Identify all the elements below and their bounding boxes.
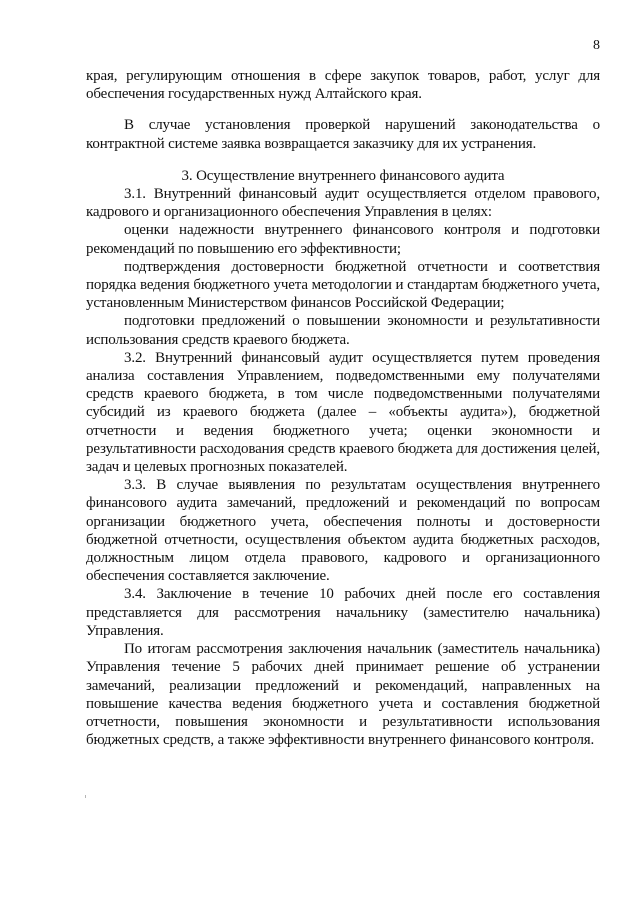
page-number: 8 (593, 38, 600, 53)
goal-item-2: подтверждения достоверности бюджетной отчетности и соответствия порядка ведения бюджетного учета методологии и стандартам бюджетного учета, установленным Министерством финансов Российской Федерации; (86, 258, 600, 312)
clause-3-2: 3.2. Внутренний финансовый аудит осуществляется путем проведения анализа составления Управлением, подведомственными ему получателями средств краевого бюджета, в том числе подведомственными получателями субсидий из краевого бюджета (далее – «объекты аудита»), бюджетной отчетности и ведения бюджетного учета; оценки экономности и результативности расходования средств краевого бюджета для достижения целей, задач и целевых прогнозных показателей. (86, 349, 600, 476)
intro-paragraph-continuation: края, регулирующим отношения в сфере закупок товаров, работ, услуг для обеспечения государственных нужд Алтайского края. (86, 68, 600, 103)
goal-item-3: подготовки предложений о повышении экономности и результативности использования средств краевого бюджета. (86, 313, 600, 348)
document-body (86, 67, 600, 749)
scan-artifact (85, 795, 86, 798)
clause-3-4: 3.4. Заключение в течение 10 рабочих дней после его составления представляется для рассмотрения начальнику (заместителю начальника) Управления. (86, 586, 600, 639)
clause-3-4-followup: По итогам рассмотрения заключения начальник (заместитель начальника) Управления течение 5 рабочих дней принимает решение об устранении замечаний, реализации предложений и рекомендаций, направленных на повышение качества ведения бюджетного учета и составления бюджетной отчетности, повышения экономности и результативности использования бюджетных средств, а также эффективности внутреннего финансового контроля. (86, 641, 600, 749)
section-heading: 3. Осуществление внутреннего финансового аудита (181, 167, 505, 184)
goal-item-1: оценки надежности внутреннего финансового контроля и подготовки рекомендаций по повышению его эффективности; (86, 222, 600, 257)
intro-paragraph-violation: В случае установления проверкой нарушений законодательства о контрактной системе заявка возвращается заказчику для их устранения. (86, 117, 600, 152)
clause-3-1: 3.1. Внутренний финансовый аудит осуществляется отделом правового, кадрового и организационного обеспечения Управления в целях: (86, 186, 600, 221)
clause-3-3: 3.3. В случае выявления по результатам осуществления внутреннего финансового аудита замечаний, предложений и рекомендаций по вопросам организации бюджетного учета, обеспечения полноты и достоверности бюджетной отчетности, осуществления объектом аудита бюджетных расходов, должностным лицом отдела правового, кадрового и организационного обеспечения составляется заключение. (86, 477, 600, 585)
